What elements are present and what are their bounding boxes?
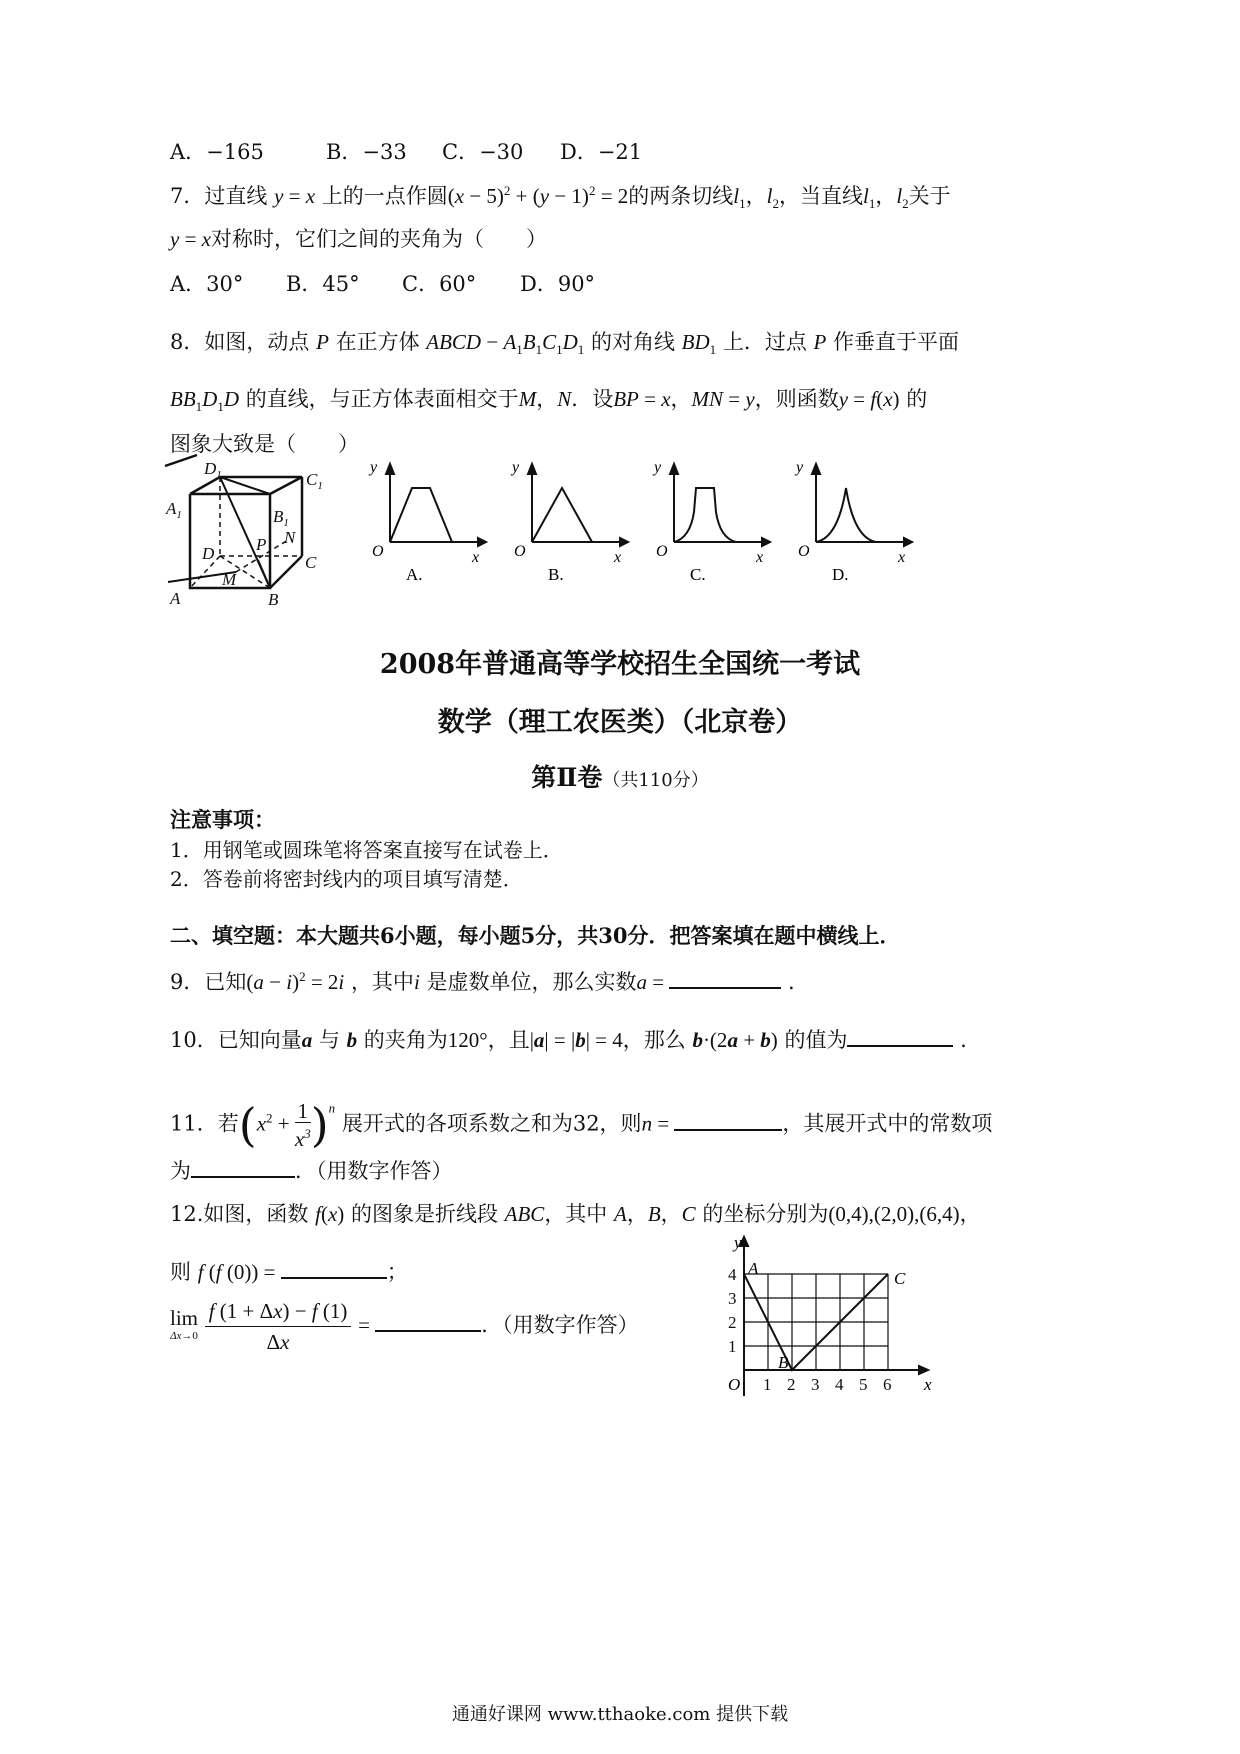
axis-x-label: x — [472, 549, 480, 566]
q8-label-p: P — [256, 535, 267, 554]
q8-graph-d-curve — [816, 488, 876, 542]
part-title: 第Ⅱ卷 — [531, 763, 603, 792]
q8-label-b1: $B_1$ — [273, 507, 289, 529]
q12-y-tick-label: 1 — [728, 1337, 737, 1356]
q8-graph-b — [510, 452, 660, 592]
q8-label-d: D — [202, 544, 215, 563]
q6-option-b: B．−33 — [326, 140, 407, 164]
q10-answer-blank[interactable] — [847, 1027, 953, 1047]
q9-answer-blank[interactable] — [669, 969, 781, 989]
q12-y-tick-label: 2 — [728, 1313, 737, 1332]
q7-option-b: B．45° — [286, 272, 360, 296]
axis-y-label: y — [796, 459, 804, 476]
q12-origin-label: O — [728, 1375, 741, 1394]
q12-point-c-label: C — [894, 1269, 906, 1288]
axis-y-label: y — [370, 459, 378, 476]
axis-x-label: x — [898, 549, 906, 566]
q7-line1: 7．过直线 y = x 上的一点作圆$(x - 5)^2 + (y - 1)^2 = 2$的两条切线$l_1$，$l_2$，当直线$l_1$，$l_2$关于 — [170, 183, 951, 212]
note-2: 2．答卷前将密封线内的项目填写清楚． — [170, 867, 523, 891]
q8-cube-figure — [160, 452, 330, 610]
q12-line2: 则 f (f (0)) = ； — [170, 1260, 408, 1284]
q8-line2: $BB_1D_1D$ 的直线，与正方体表面相交于M，N．设BP = x，MN = y，则函数y = f(x) 的 — [170, 387, 928, 415]
part-heading — [0, 758, 1240, 794]
axis-x-label: x — [614, 549, 622, 566]
q12-x-tick-label: 4 — [835, 1375, 844, 1394]
q8-line3: 图象大致是（ ） — [170, 432, 359, 456]
q8-label-n: N — [284, 528, 296, 547]
q11-answer-blank-2[interactable] — [191, 1158, 295, 1178]
q7-option-a: A．30° — [170, 272, 244, 296]
origin-label: O — [798, 543, 810, 560]
q8-label-a: A — [170, 589, 181, 608]
q8-graph-a-curve — [390, 488, 452, 542]
q8-graph-b-label: B. — [548, 565, 564, 584]
q12-x-tick-label: 1 — [763, 1375, 772, 1394]
q7-option-c: C．60° — [402, 272, 477, 296]
q8-graph-c — [652, 452, 802, 592]
q12-x-tick-label: 6 — [883, 1375, 892, 1394]
q12-answer-blank-2[interactable] — [375, 1312, 481, 1332]
q12-y-tick-label: 3 — [728, 1289, 737, 1308]
q8-label-b: B — [268, 590, 279, 609]
q8-graph-a-label: A. — [406, 565, 423, 584]
q12-axis-x-label: x — [924, 1375, 932, 1394]
q8-graph-d-label: D. — [832, 565, 849, 584]
q8-cube-segment-pb — [258, 560, 270, 588]
q7-line2: y = x对称时，它们之间的夹角为（ ） — [170, 227, 547, 251]
q8-graph-d — [794, 452, 944, 592]
q8-cube-bottom-right-edge — [270, 556, 302, 588]
q12-y-tick-label: 4 — [728, 1265, 737, 1284]
q7-option-d: D．90° — [520, 272, 596, 296]
q12-answer-blank-1[interactable] — [281, 1259, 387, 1279]
q12-line1: 12.如图，函数 f(x) 的图象是折线段 ABC，其中 A，B，C 的坐标分别为(0,4),(2,0),(6,4)， — [170, 1202, 981, 1226]
q12-x-tick-label: 5 — [859, 1375, 868, 1394]
q12-axis-y-label: y — [734, 1233, 742, 1252]
q12-line3: lim Δx→0 $\frac{f (1 + \Delta x) - f (1)}{\Delta x}$ = ．（用数字作答） — [170, 1296, 639, 1357]
q8-label-c: C — [305, 553, 317, 572]
q11-line2: 为 ．（用数字作答） — [170, 1159, 453, 1183]
q8-label-a1: $A_1$ — [166, 499, 182, 521]
q11-answer-blank-1[interactable] — [674, 1111, 782, 1131]
q8-label-m: M — [222, 570, 237, 589]
q8-line1: 8．如图，动点 P 在正方体 ABCD − $A_1B_1C_1D_1$ 的对角线 $BD_1$ 上．过点 P 作垂直于平面 — [170, 330, 960, 358]
q8-graph-c-curve — [674, 488, 736, 542]
q12-point-b-label: B — [778, 1353, 789, 1372]
q8-label-c1: $C_1$ — [306, 470, 323, 492]
q12-point-a-label: A — [748, 1259, 759, 1278]
section-2-heading: 二、填空题：本大题共6小题，每小题5分，共30分．把答案填在题中横线上． — [170, 923, 901, 948]
notes-title: 注意事项： — [170, 807, 275, 832]
q8-graph-a — [368, 452, 518, 592]
exam-title: 2008年普通高等学校招生全国统一考试 — [379, 649, 861, 680]
part-points: （共110分） — [602, 770, 709, 791]
q11: 11．若($x^2$ + $\frac{1}{x^3}$ )$^n$ 展开式的各项系数之和为32，则n = ，其展开式中的常数项 — [170, 1098, 993, 1152]
origin-label: O — [372, 543, 384, 560]
axis-y-label: y — [512, 459, 520, 476]
note-1: 1．用钢笔或圆珠笔将答案直接写在试卷上． — [170, 838, 563, 862]
footer: 通通好课网 www.tthaoke.com 提供下载 — [451, 1704, 789, 1725]
q12-x-tick-label: 2 — [787, 1375, 796, 1394]
q12-graph — [714, 1232, 954, 1404]
origin-label: O — [514, 543, 526, 560]
q12-x-tick-label: 3 — [811, 1375, 820, 1394]
q10: 10．已知向量a 与 b 的夹角为120°，且|a| = |b| = 4，那么 b·(2a + b) 的值为 . — [170, 1028, 967, 1052]
q6-option-d: D．−21 — [560, 140, 643, 164]
q9: 9．已知$(a - i)^2 = 2i$ ，其中i 是虚数单位，那么实数a = . — [170, 969, 795, 994]
exam-subtitle: 数学（理工农医类）（北京卷） — [437, 707, 803, 738]
axis-x-label: x — [756, 549, 764, 566]
origin-label: O — [656, 543, 668, 560]
q8-graph-c-label: C. — [690, 565, 706, 584]
q8-cube-stray-mark — [165, 455, 197, 466]
axis-y-label: y — [654, 459, 662, 476]
q8-graph-b-curve — [532, 488, 592, 542]
q6-option-c: C．−30 — [442, 140, 524, 164]
q6-option-a: A．−165 — [170, 140, 264, 164]
q8-label-d1: $D_1$ — [204, 459, 222, 481]
